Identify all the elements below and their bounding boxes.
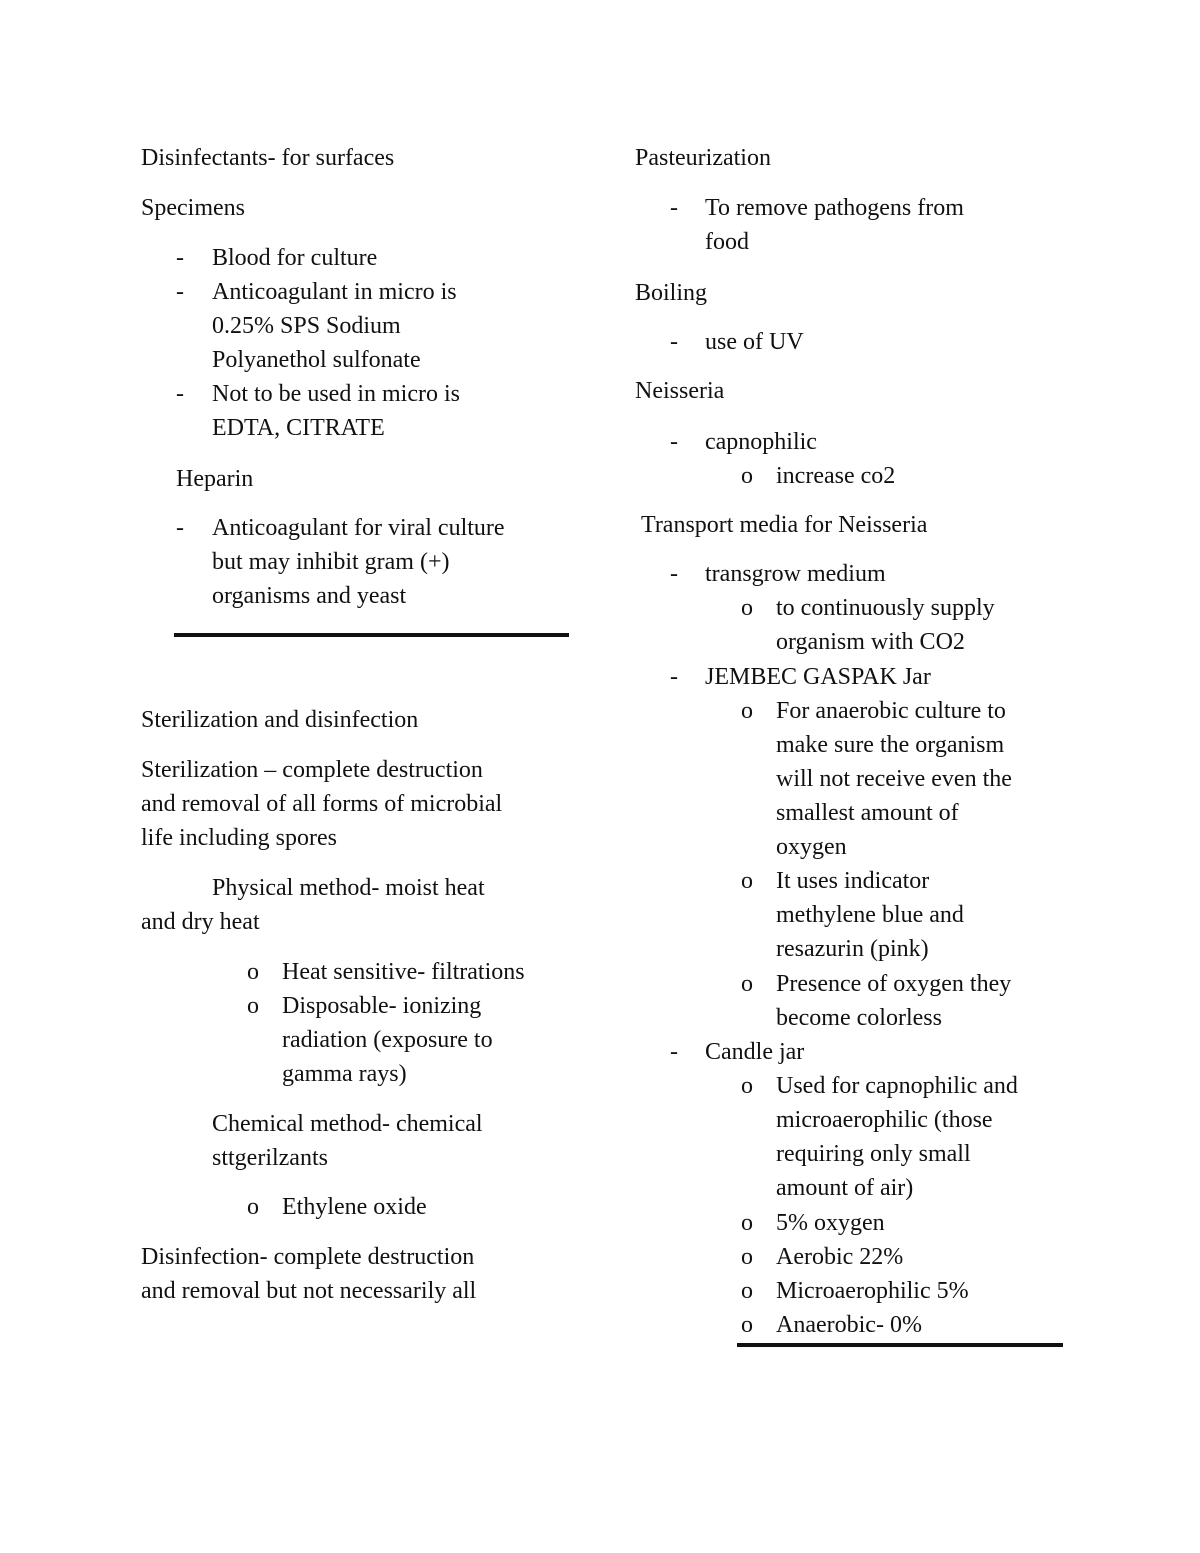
specimens-heading: Specimens (141, 195, 245, 221)
text-line: Ethylene oxide (282, 1194, 427, 1220)
jembec-subitem-2 (776, 864, 964, 966)
text-line: resazurin (pink) (776, 936, 929, 962)
dash-marker: - (176, 279, 184, 305)
dash-marker: - (670, 1039, 678, 1065)
candle-subitem-1 (776, 1069, 1018, 1205)
dash-marker: - (670, 429, 678, 455)
pasteurization-item (705, 191, 964, 259)
specimen-item-1 (212, 241, 377, 275)
text-line: Presence of oxygen they (776, 971, 1012, 997)
text-line: organism with CO2 (776, 629, 965, 655)
text-line: Microaerophilic 5% (776, 1278, 969, 1304)
text-line: Candle jar (705, 1039, 805, 1065)
text-line: capnophilic (705, 429, 817, 455)
specimen-item-3 (212, 377, 460, 445)
text-line: To remove pathogens from (705, 195, 964, 221)
text-line: life including spores (141, 825, 337, 851)
text-line: food (705, 229, 749, 255)
physical-item-1 (282, 955, 525, 989)
text-line: and removal of all forms of microbial (141, 791, 503, 817)
text-line: Sterilization – complete destruction (141, 757, 483, 783)
horizontal-rule (174, 633, 569, 637)
text-line: Blood for culture (212, 245, 378, 271)
transport-heading: Transport media for Neisseria (641, 512, 928, 538)
boiling-heading: Boiling (635, 280, 708, 306)
chemical-method (212, 1107, 483, 1175)
text-line: sttgerilzants (212, 1145, 328, 1171)
text-line: to continuously supply (776, 595, 995, 621)
text-line: Not to be used in micro is (212, 381, 460, 407)
physical-item-2 (282, 989, 493, 1091)
text-line: Anticoagulant for viral culture (212, 515, 505, 541)
specimen-item-2 (212, 275, 457, 377)
neisseria-subitem (776, 459, 895, 493)
text-line: organisms and yeast (212, 583, 407, 609)
chemical-item-1 (282, 1190, 427, 1224)
bullet-marker: o (741, 971, 753, 997)
candle-jar-item (705, 1035, 804, 1069)
bullet-marker: o (741, 1210, 753, 1236)
text-line: Aerobic 22% (776, 1244, 904, 1270)
pasteurization-heading: Pasteurization (635, 145, 771, 171)
bullet-marker: o (741, 463, 753, 489)
disinfection-definition (141, 1240, 476, 1308)
text-line: gamma rays) (282, 1061, 407, 1087)
bullet-marker: o (247, 993, 259, 1019)
physical-method-line1: Physical method- moist heat (212, 875, 485, 901)
dash-marker: - (176, 515, 184, 541)
bullet-marker: o (741, 1073, 753, 1099)
dash-marker: - (176, 381, 184, 407)
jembec-item (705, 660, 931, 694)
text-line: Disinfection- complete destruction (141, 1244, 475, 1270)
candle-subitem-2 (776, 1206, 885, 1240)
text-line: Heat sensitive- filtrations (282, 959, 525, 985)
candle-subitem-3 (776, 1240, 903, 1274)
candle-subitem-5 (776, 1308, 922, 1342)
jembec-subitem-3 (776, 967, 1011, 1035)
disinfectants-line: Disinfectants- for surfaces (141, 145, 395, 171)
text-line: oxygen (776, 834, 847, 860)
text-line: methylene blue and (776, 902, 964, 928)
text-line: make sure the organism (776, 732, 1005, 758)
text-line: microaerophilic (those (776, 1107, 993, 1133)
text-line: For anaerobic culture to (776, 698, 1006, 724)
text-line: transgrow medium (705, 561, 886, 587)
physical-method-line2: and dry heat (141, 909, 260, 935)
boiling-item (705, 325, 804, 359)
bullet-marker: o (741, 1244, 753, 1270)
text-line: EDTA, CITRATE (212, 415, 385, 441)
dash-marker: - (176, 245, 184, 271)
text-line: smallest amount of (776, 800, 959, 826)
text-line: Chemical method- chemical (212, 1111, 483, 1137)
sterilization-definition (141, 753, 502, 855)
text-line: Used for capnophilic and (776, 1073, 1018, 1099)
text-line: become colorless (776, 1005, 942, 1031)
text-line: but may inhibit gram (+) (212, 549, 450, 575)
dash-marker: - (670, 561, 678, 587)
text-line: and removal but not necessarily all (141, 1278, 477, 1304)
dash-marker: - (670, 195, 678, 221)
transgrow-item (705, 557, 886, 591)
bullet-marker: o (741, 698, 753, 724)
neisseria-heading: Neisseria (635, 378, 725, 404)
horizontal-rule (737, 1343, 1063, 1347)
text-line: JEMBEC GASPAK Jar (705, 664, 931, 690)
text-line: Polyanethol sulfonate (212, 347, 421, 373)
heparin-item (212, 511, 505, 613)
text-line: amount of air) (776, 1175, 914, 1201)
bullet-marker: o (741, 595, 753, 621)
text-line: 5% oxygen (776, 1210, 885, 1236)
bullet-marker: o (741, 1312, 753, 1338)
text-line: use of UV (705, 329, 804, 355)
sterilization-heading: Sterilization and disinfection (141, 707, 419, 733)
bullet-marker: o (741, 868, 753, 894)
text-line: increase co2 (776, 463, 896, 489)
bullet-marker: o (247, 1194, 259, 1220)
text-line: Disposable- ionizing (282, 993, 482, 1019)
text-line: Anaerobic- 0% (776, 1312, 922, 1338)
bullet-marker: o (247, 959, 259, 985)
text-line: Anticoagulant in micro is (212, 279, 457, 305)
text-line: requiring only small (776, 1141, 971, 1167)
text-line: It uses indicator (776, 868, 930, 894)
neisseria-item (705, 425, 817, 459)
text-line: 0.25% SPS Sodium (212, 313, 401, 339)
transgrow-subitem (776, 591, 995, 659)
dash-marker: - (670, 329, 678, 355)
dash-marker: - (670, 664, 678, 690)
bullet-marker: o (741, 1278, 753, 1304)
text-line: will not receive even the (776, 766, 1012, 792)
heparin-heading: Heparin (176, 466, 254, 492)
jembec-subitem-1 (776, 694, 1012, 864)
candle-subitem-4 (776, 1274, 969, 1308)
text-line: radiation (exposure to (282, 1027, 493, 1053)
